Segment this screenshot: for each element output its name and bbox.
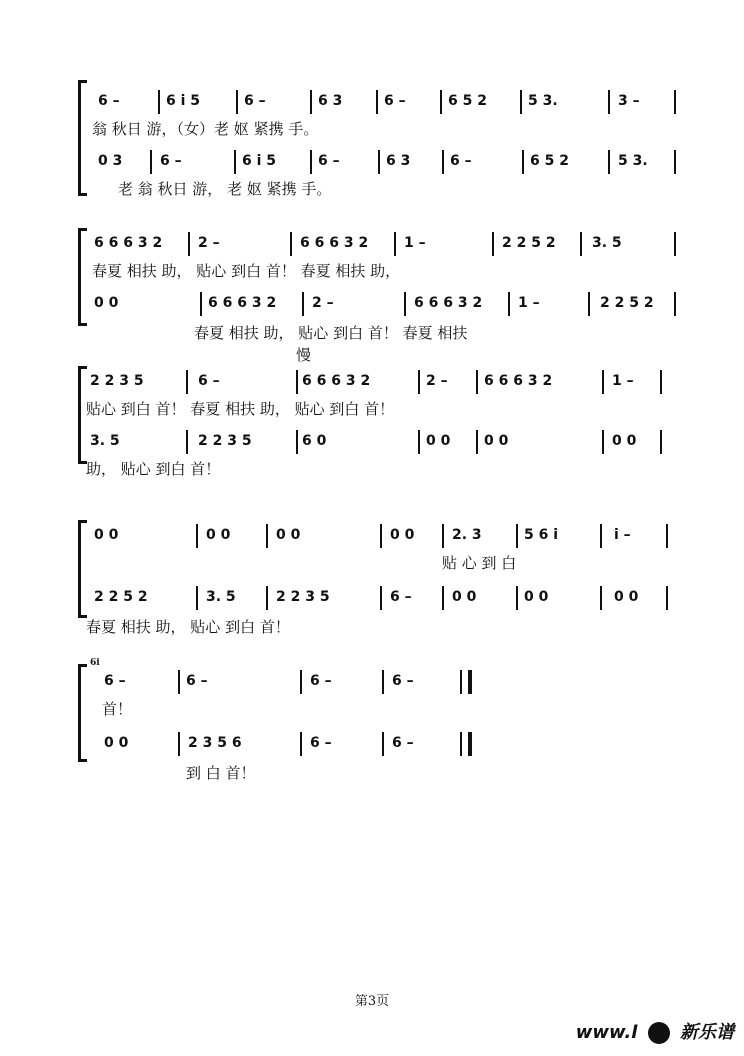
barline — [158, 90, 160, 114]
top-voice-line — [88, 524, 678, 548]
barline — [266, 524, 268, 548]
barline — [674, 150, 676, 174]
measure: 6 5 2 — [448, 93, 487, 109]
barline — [310, 150, 312, 174]
system-bracket — [78, 664, 87, 762]
bottom-voice-line — [88, 732, 488, 756]
bottom-lyric: 春夏 相扶 助， 贴心 到白 首！ 春夏 相扶 — [194, 324, 468, 342]
measure: 6 – — [198, 373, 220, 389]
measure: 6 6 6 3 2 — [300, 235, 369, 251]
barline — [196, 524, 198, 548]
barline — [440, 90, 442, 114]
bottom-lyric: 到 白 首！ — [186, 764, 256, 782]
measure: 0 0 — [94, 527, 119, 543]
barline — [608, 150, 610, 174]
barline — [516, 586, 518, 610]
barline — [380, 524, 382, 548]
grace-note: 6i — [90, 658, 100, 668]
system-bracket — [78, 80, 87, 196]
top-voice-line — [88, 90, 678, 114]
measure: 2 2 3 5 — [276, 589, 330, 605]
measure: 0 0 — [104, 735, 129, 751]
bottom-lyric: 助， 贴心 到白 首！ — [86, 460, 221, 478]
measure: 6 i 5 — [242, 153, 277, 169]
barline — [200, 292, 202, 316]
barline — [476, 370, 478, 394]
barline — [660, 430, 662, 454]
measure: 0 0 — [390, 527, 415, 543]
measure: 6 – — [318, 153, 340, 169]
measure: 2 2 5 2 — [600, 295, 654, 311]
top-voice-line — [88, 370, 678, 394]
measure: 6 – — [98, 93, 120, 109]
barline — [300, 732, 302, 756]
barline — [186, 370, 188, 394]
barline — [600, 524, 602, 548]
page-number: 第3页 — [354, 994, 390, 1009]
final-barline — [460, 732, 472, 756]
barline — [302, 292, 304, 316]
measure: 2 3 5 6 — [188, 735, 242, 751]
barline — [508, 292, 510, 316]
measure: 3. 5 — [90, 433, 120, 449]
measure: 2 – — [426, 373, 448, 389]
measure: 3 – — [618, 93, 640, 109]
barline — [442, 524, 444, 548]
top-lyric: 春夏 相扶 助， 贴心 到白 首！ 春夏 相扶 助， — [92, 262, 401, 280]
measure: 6 6 6 3 2 — [414, 295, 483, 311]
measure: 0 0 — [94, 295, 119, 311]
measure: 6 i 5 — [166, 93, 201, 109]
bottom-voice-line — [88, 292, 678, 316]
measure: 0 0 — [276, 527, 301, 543]
barline — [300, 670, 302, 694]
barline — [382, 732, 384, 756]
top-lyric: 贴 心 到 白 — [442, 554, 517, 572]
barline — [178, 732, 180, 756]
measure: 6 – — [390, 589, 412, 605]
measure: 5 3. — [618, 153, 648, 169]
measure: 2 2 5 2 — [94, 589, 148, 605]
top-voice-line — [88, 232, 678, 256]
barline — [580, 232, 582, 256]
measure: 6 – — [160, 153, 182, 169]
barline — [674, 90, 676, 114]
measure: 6 3 — [386, 153, 411, 169]
barline — [674, 292, 676, 316]
measure: 2 – — [198, 235, 220, 251]
barline — [674, 232, 676, 256]
score-system-3 — [78, 366, 678, 486]
measure: 6 3 — [318, 93, 343, 109]
measure: 0 3 — [98, 153, 123, 169]
barline — [296, 370, 298, 394]
measure: 5 3. — [528, 93, 558, 109]
barline — [296, 430, 298, 454]
barline — [266, 586, 268, 610]
barline — [290, 232, 292, 256]
score-system-1 — [78, 80, 678, 200]
barline — [520, 90, 522, 114]
watermark — [576, 1018, 734, 1044]
tempo-marking: 慢 — [296, 346, 312, 364]
barline — [442, 150, 444, 174]
measure: i – — [614, 527, 631, 543]
measure: 6 6 6 3 2 — [484, 373, 553, 389]
barline — [150, 150, 152, 174]
barline — [602, 430, 604, 454]
measure: 1 – — [518, 295, 540, 311]
barline — [376, 90, 378, 114]
measure: 3. 5 — [592, 235, 622, 251]
measure: 6 – — [384, 93, 406, 109]
top-voice-line — [88, 670, 488, 694]
bottom-lyric: 老 翁 秋日 游， 老 妪 紧携 手。 — [118, 180, 332, 198]
measure: 6 6 6 3 2 — [302, 373, 371, 389]
top-lyric: 翁 秋日 游，（女）老 妪 紧携 手。 — [92, 120, 319, 138]
barline — [404, 292, 406, 316]
measure: 2 2 3 5 — [90, 373, 144, 389]
measure: 0 0 — [524, 589, 549, 605]
barline — [236, 90, 238, 114]
top-lyric: 首！ — [102, 700, 133, 718]
measure: 0 0 — [614, 589, 639, 605]
barline — [516, 524, 518, 548]
measure: 0 0 — [206, 527, 231, 543]
barline — [600, 586, 602, 610]
measure: 5 6 i — [524, 527, 559, 543]
barline — [234, 150, 236, 174]
barline — [660, 370, 662, 394]
barline — [188, 232, 190, 256]
barline — [418, 430, 420, 454]
measure: 2 – — [312, 295, 334, 311]
measure: 0 0 — [452, 589, 477, 605]
score-system-2 — [78, 228, 678, 364]
barline — [196, 586, 198, 610]
barline — [588, 292, 590, 316]
bottom-lyric: 春夏 相扶 助， 贴心 到白 首！ — [86, 618, 290, 636]
measure: 6 0 — [302, 433, 327, 449]
measure: 6 – — [392, 735, 414, 751]
barline — [394, 232, 396, 256]
barline — [186, 430, 188, 454]
final-barline — [460, 670, 472, 694]
bottom-voice-line — [88, 430, 678, 454]
measure: 2 2 3 5 — [198, 433, 252, 449]
barline — [492, 232, 494, 256]
system-bracket — [78, 228, 87, 326]
measure: 6 6 6 3 2 — [208, 295, 277, 311]
barline — [522, 150, 524, 174]
barline — [382, 670, 384, 694]
barline — [666, 524, 668, 548]
bottom-voice-line — [88, 150, 678, 174]
barline — [380, 586, 382, 610]
measure: 0 0 — [484, 433, 509, 449]
barline — [378, 150, 380, 174]
measure: 6 – — [104, 673, 126, 689]
barline — [418, 370, 420, 394]
measure: 1 – — [612, 373, 634, 389]
record-icon — [648, 1022, 670, 1044]
barline — [178, 670, 180, 694]
measure: 6 – — [244, 93, 266, 109]
measure: 0 0 — [426, 433, 451, 449]
measure: 6 – — [392, 673, 414, 689]
measure: 0 0 — [612, 433, 637, 449]
bottom-voice-line — [88, 586, 678, 610]
measure: 6 – — [186, 673, 208, 689]
score-system-4 — [78, 520, 678, 640]
barline — [476, 430, 478, 454]
barline — [310, 90, 312, 114]
watermark-url: www.l — [575, 1022, 638, 1043]
measure: 2. 3 — [452, 527, 482, 543]
watermark-brand: 新乐谱 — [680, 1022, 734, 1043]
measure: 6 6 6 3 2 — [94, 235, 163, 251]
barline — [608, 90, 610, 114]
barline — [602, 370, 604, 394]
score-system-5 — [78, 658, 678, 784]
measure: 6 – — [310, 735, 332, 751]
measure: 2 2 5 2 — [502, 235, 556, 251]
barline — [666, 586, 668, 610]
measure: 3. 5 — [206, 589, 236, 605]
measure: 1 – — [404, 235, 426, 251]
barline — [442, 586, 444, 610]
measure: 6 5 2 — [530, 153, 569, 169]
measure: 6 – — [310, 673, 332, 689]
top-lyric: 贴心 到白 首！ 春夏 相扶 助， 贴心 到白 首！ — [86, 400, 395, 418]
measure: 6 – — [450, 153, 472, 169]
system-bracket — [78, 520, 87, 618]
